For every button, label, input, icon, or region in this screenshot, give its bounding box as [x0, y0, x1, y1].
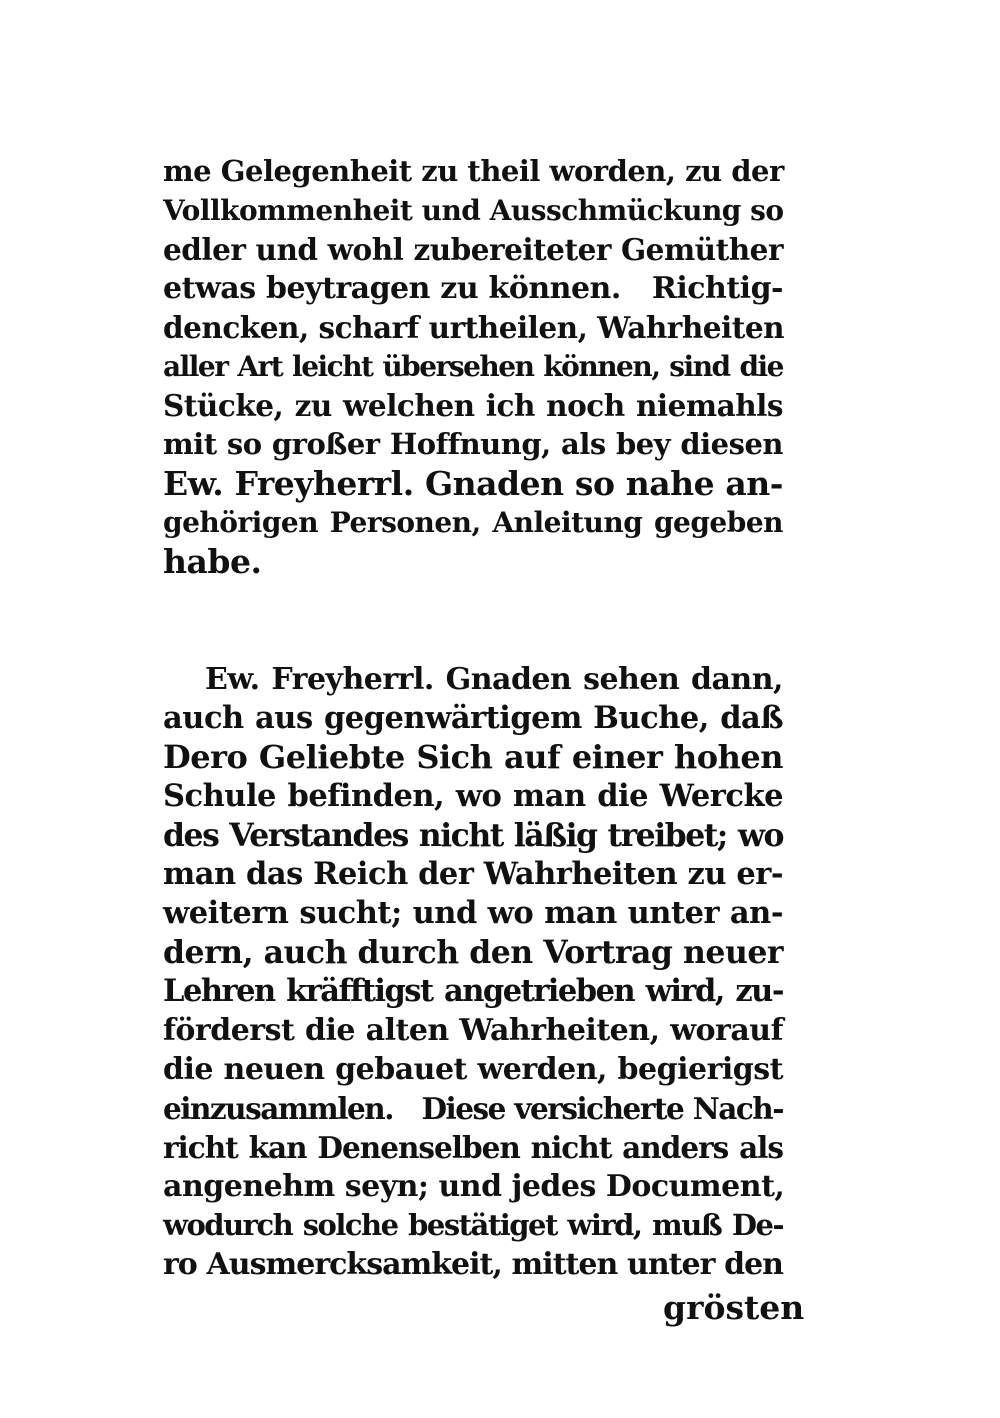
text-line: Stücke, zu welchen ich noch niemahls: [163, 388, 783, 423]
paragraph-2: [163, 660, 783, 1284]
text-line: gehörigen Personen, Anleitung gegeben: [163, 506, 783, 539]
text-line: Lehren kräfftigst angetrieben wird, zu-: [163, 973, 783, 1009]
catchword: grösten: [663, 1288, 805, 1327]
text-line: einzusammlen. Diese versicherte Nach-: [163, 1091, 783, 1126]
text-line: Dero Geliebte Sich auf einer hohen: [163, 738, 783, 776]
text-line: aller Art leicht übersehen können, sind die: [163, 350, 783, 383]
text-line: edler und wohl zubereiteter Gemüther: [163, 232, 783, 267]
text-line: Schule befinden, wo man die Wercke: [163, 778, 783, 814]
text-line: Ew. Freyherrl. Gnaden sehen dann,: [205, 662, 783, 697]
text-line: ro Ausmercksamkeit, mitten unter den: [163, 1247, 783, 1282]
text-line: mit so großer Hoffnung, als bey diesen: [163, 427, 783, 461]
text-line: dencken, scharf urtheilen, Wahrheiten: [163, 310, 785, 345]
text-line: wodurch solche bestätiget wird, muß De-: [163, 1208, 783, 1242]
paragraph-1: [163, 152, 783, 581]
text-line: angenehm seyn; und jedes Document,: [163, 1169, 785, 1204]
text-line: me Gelegenheit zu theil worden, zu der: [163, 154, 784, 188]
text-line: förderst die alten Wahrheiten, worauf: [163, 1013, 783, 1048]
text-line: richt kan Denenselben nicht anders als: [163, 1130, 783, 1165]
text-line: des Verstandes nicht läßig treibet; wo: [163, 817, 783, 854]
text-line: dern, auch durch den Vortrag neuer: [163, 934, 783, 971]
text-line: Vollkommenheit und Ausschmückung so: [163, 194, 784, 227]
text-line: weitern sucht; und wo man unter an-: [163, 895, 783, 931]
text-line: auch aus gegenwärtigem Buche, daß: [163, 700, 783, 736]
text-line: etwas beytragen zu können. Richtig-: [163, 271, 783, 306]
text-line: Ew. Freyherrl. Gnaden so nahe an-: [163, 464, 783, 503]
text-line: habe.: [163, 542, 262, 581]
text-line: die neuen gebauet werden, begierigst: [163, 1052, 783, 1087]
text-line: man das Reich der Wahrheiten zu er-: [163, 856, 783, 892]
